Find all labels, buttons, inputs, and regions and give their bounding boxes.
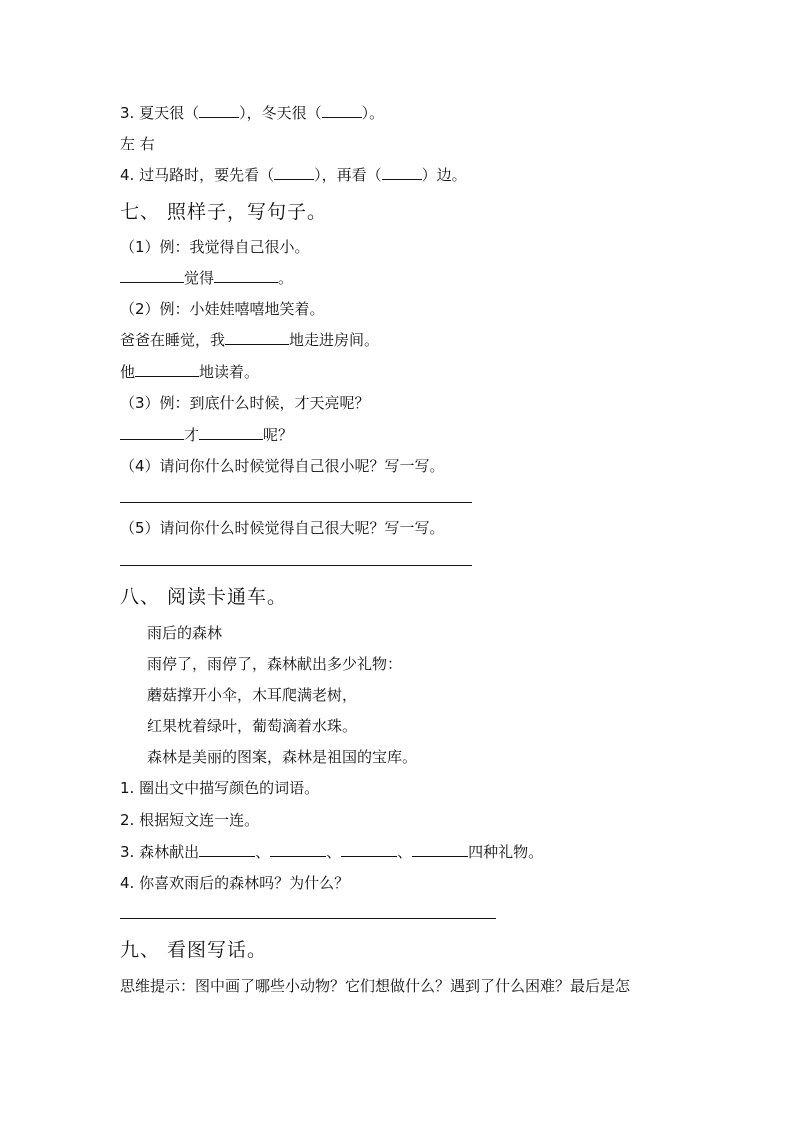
section-7-example-2: （2）例：小娃娃嘻嘻地笑着。 bbox=[120, 300, 325, 318]
question-4-crossing: 4. 过马路时，要先看（ ），再看（ ）边。 bbox=[120, 166, 467, 184]
section-7-example-1: （1）例：我觉得自己很小。 bbox=[120, 238, 310, 256]
section-8-question-3: 3. 森林献出 、 、 、 四种礼物。 bbox=[120, 843, 544, 861]
section-7-question-5: （5）请问你什么时候觉得自己很大呢？写一写。 bbox=[120, 519, 445, 537]
section-9-hint: 思维提示：图中画了哪些小动物？它们想做什么？遇到了什么困难？最后是怎 bbox=[120, 977, 631, 995]
answer-blank[interactable] bbox=[199, 103, 239, 118]
section-7-fill-3: 才 呢？ bbox=[120, 425, 293, 445]
section-8-title: 八、 阅读卡通车。 bbox=[120, 586, 288, 608]
answer-blank[interactable] bbox=[274, 165, 314, 180]
answer-blank[interactable] bbox=[120, 268, 184, 283]
word-bank-left-right: 左 右 bbox=[120, 135, 155, 153]
answer-blank[interactable] bbox=[199, 425, 263, 440]
section-7-question-4: （4）请问你什么时候觉得自己很小呢？写一写。 bbox=[120, 457, 445, 475]
poem-line: 森林是美丽的图案，森林是祖国的宝库。 bbox=[147, 748, 418, 766]
answer-blank[interactable] bbox=[225, 330, 289, 345]
section-8-question-2: 2. 根据短文连一连。 bbox=[120, 811, 260, 829]
section-7-title: 七、 照样子，写句子。 bbox=[120, 201, 328, 223]
answer-blank[interactable] bbox=[412, 842, 468, 857]
section-8-question-1: 1. 圈出文中描写颜色的词语。 bbox=[120, 779, 320, 797]
answer-blank[interactable] bbox=[120, 425, 184, 440]
poem-line: 蘑菇撑开小伞，木耳爬满老树， bbox=[147, 686, 358, 704]
section-7-fill-1: 觉得 。 bbox=[120, 268, 293, 288]
answer-line[interactable] bbox=[120, 502, 472, 503]
answer-blank[interactable] bbox=[322, 103, 362, 118]
answer-blank[interactable] bbox=[270, 842, 326, 857]
answer-blank[interactable] bbox=[341, 842, 397, 857]
section-7-fill-2a: 爸爸在睡觉，我 地走进房间。 bbox=[120, 331, 380, 349]
answer-line[interactable] bbox=[120, 565, 472, 566]
poem-title: 雨后的森林 bbox=[147, 624, 223, 642]
answer-blank[interactable] bbox=[382, 165, 422, 180]
poem-line: 红果枕着绿叶，葡萄滴着水珠。 bbox=[147, 717, 358, 735]
poem-line: 雨停了，雨停了，森林献出多少礼物： bbox=[147, 655, 403, 673]
section-7-example-3: （3）例：到底什么时候，才天亮呢？ bbox=[120, 394, 370, 412]
question-3-season: 3. 夏天很（ ），冬天很（ ）。 bbox=[120, 104, 385, 122]
answer-blank[interactable] bbox=[135, 362, 199, 377]
section-8-question-4: 4. 你喜欢雨后的森林吗？为什么？ bbox=[120, 874, 350, 892]
answer-blank[interactable] bbox=[214, 268, 278, 283]
section-9-title: 九、 看图写话。 bbox=[120, 939, 268, 961]
answer-line[interactable] bbox=[120, 918, 496, 919]
section-7-fill-2b: 他 地读着。 bbox=[120, 363, 260, 381]
answer-blank[interactable] bbox=[199, 842, 255, 857]
